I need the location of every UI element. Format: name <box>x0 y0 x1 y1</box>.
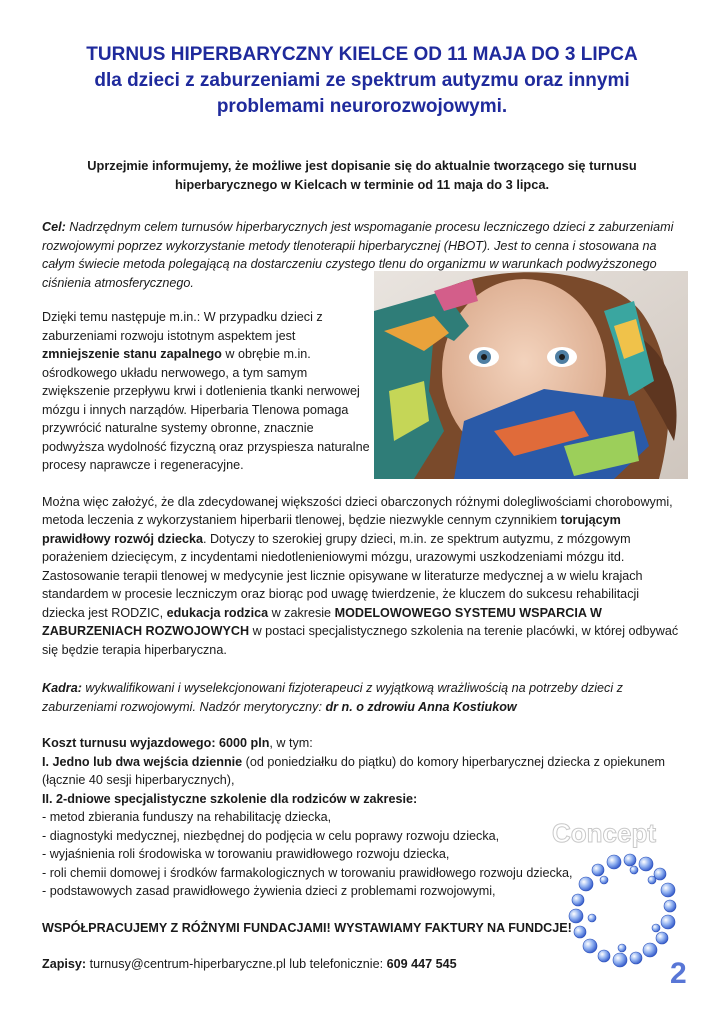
title-line-2: dla dzieci z zaburzeniami ze spektrum autyzmu oraz innymi <box>94 70 630 91</box>
contact-email[interactable]: turnusy@centrum-hiperbaryczne.pl <box>86 957 286 971</box>
intro-line-2: hiperbarycznego w Kielcach w terminie od 11 maja do 3 lipca. <box>174 177 550 192</box>
cost-label: Koszt turnusu wyjazdowego: 6000 pln <box>42 736 270 750</box>
cost-item-1-bold: I. Jedno lub dwa wejścia dziennie <box>42 754 243 769</box>
cost-heading <box>42 734 682 753</box>
topic-item: - roli chemii domowej i środków farmakologicznych w torowaniu prawidłowego rozwoju dziecka, <box>42 865 573 880</box>
staff-label: Kadra: <box>42 681 82 695</box>
title-line-1: TURNUS HIPERBARYCZNY KIELCE OD 11 MAJA DO 3 LIPCA <box>86 44 638 65</box>
effects-bold-1: zmniejszenie stanu zapalnego <box>42 347 222 361</box>
topic-item: - metod zbierania funduszy na rehabilitację dziecka, <box>42 810 332 824</box>
concept-o2-logo <box>552 818 692 988</box>
effects-text-1: Dzięki temu następuje m.in.: W przypadku dzieci z zaburzeniami rozwoju istotnym aspektem jest <box>42 310 323 343</box>
effects-paragraph <box>42 308 372 475</box>
cost-item-2-bold: II. 2-dniowe specjalistyczne szkolenie dla rodziców w zakresie: <box>42 791 418 806</box>
topic-item: - diagnostyki medycznej, niezbędnej do podjęcia w celu poprawy rozwoju dziecka, <box>42 828 500 843</box>
assumption-text-3: w zakresie <box>268 605 335 620</box>
contact-middle: lub telefonicznie: <box>285 957 387 971</box>
assumption-text-2: . Dotyczy to szerokiej grupy dzieci, m.in. ze spektrum autyzmu, z mózgowym porażeniem dziecięcym, z incydentami niedotlenieniowymi mózgu, urazowymi uszkodzeniami mózgu itd. Zastosowanie terapii tlenowej w medycynie jest licznie opisywane w literaturze medycznej a w wielu krajach standardem w procesie leczniczym oraz biorąc pod uwagę twierdzenie, że kluczem do sukcesu rehabilitacji dziecka jest RODZIC, <box>42 531 643 620</box>
assumption-text-4: w postaci specjalistycznego szkolenia na terenie placówki, w której odbywać się będzie terapia hiperbaryczna. <box>42 624 679 657</box>
contact-phone[interactable]: 609 447 545 <box>386 957 457 971</box>
goal-label: Cel: <box>42 220 66 234</box>
logo-letter: O <box>617 911 627 925</box>
assumption-bold-2: edukacja rodzica <box>166 605 269 620</box>
child-painted-hands-photo <box>374 271 688 479</box>
staff-supervisor: dr n. o zdrowiu Anna Kostiukow <box>325 699 517 714</box>
staff-paragraph <box>42 679 682 716</box>
intro-line-1: Uprzejmie informujemy, że możliwe jest dopisanie się do aktualnie tworzącego się turnusu <box>87 158 637 173</box>
cooperation-note: WSPÓŁPRACUJEMY Z RÓŻNYMI FUNDACJAMI! WYSTAWIAMY FAKTURY NA FUNDCJE! <box>42 920 572 935</box>
assumption-bold-3: MODELOWOWEGO SYSTEMU WSPARCIA W ZABURZENIACH ROZWOJOWYCH <box>42 605 602 638</box>
assumption-bold-1: torującym prawidłowy rozwój dziecka <box>42 513 621 546</box>
assumption-text-1: Można więc założyć, że dla zdecydowanej większości dzieci obarczonych różnymi dolegliwościami chorobowymi, metoda leczenia z wykorzystaniem hiperbarii tlenowej, będzie niezwykle cennym czynnikiem <box>42 494 673 527</box>
effects-text-2: w obrębie m.in. ośrodkowego układu nerwowego, a tym samym zwiększenie przepływu krwi i dotlenienia tkanki nerwowej mózgu i innych narządów. Hiperbaria Tlenowa pomaga przywrócić naturalne systemy obronne, znacznie podwyższa wydolność fizyczną oraz przyspiesza naturalne procesy naprawcze i regeneracyjne. <box>42 347 370 472</box>
contact-label: Zapisy: <box>42 957 87 971</box>
staff-text: wykwalifikowani i wyselekcjonowani fizjoterapeuci z wyjątkową wrażliwością na potrzeby dzieci z zaburzeniami rozwojowymi. Nadzór merytoryczny: <box>42 681 623 714</box>
title-line-3: problemami neurorozwojowymi. <box>216 96 508 117</box>
logo-word: Concept <box>552 818 656 848</box>
topic-item: - podstawowych zasad prawidłowego żywienia dzieci z problemami rozwojowymi, <box>42 884 496 898</box>
topic-item: - wyjaśnienia roli środowiska w torowaniu prawidłowego rozwoju dziecka, <box>42 847 450 861</box>
cost-item-2 <box>42 790 682 809</box>
logo-subscript: 2 <box>670 957 687 988</box>
assumption-paragraph <box>42 493 682 660</box>
intro-paragraph <box>42 156 682 194</box>
cost-suffix: , w tym: <box>269 736 313 750</box>
goal-text: Nadrzędnym celem turnusów hiperbarycznych jest wspomaganie procesu leczniczego dzieci z zaburzeniami rozwojowymi poprzez wykorzystanie metody tlenoterapii hiperbarycznej (HBOT). Jest to cenna i stosowana na całym świecie metoda polegającą na dostarczeniu czystego tlenu do organizmu w warunkach podwyższonego ciśnienia atmosferycznego. <box>42 220 674 290</box>
page-title <box>42 42 682 120</box>
cost-item-1 <box>42 753 682 790</box>
cost-item-1-text: (od poniedziałku do piątku) do komory hiperbarycznej dziecka z opiekunem (łącznie 40 sesji hiperbarycznych), <box>42 754 665 787</box>
